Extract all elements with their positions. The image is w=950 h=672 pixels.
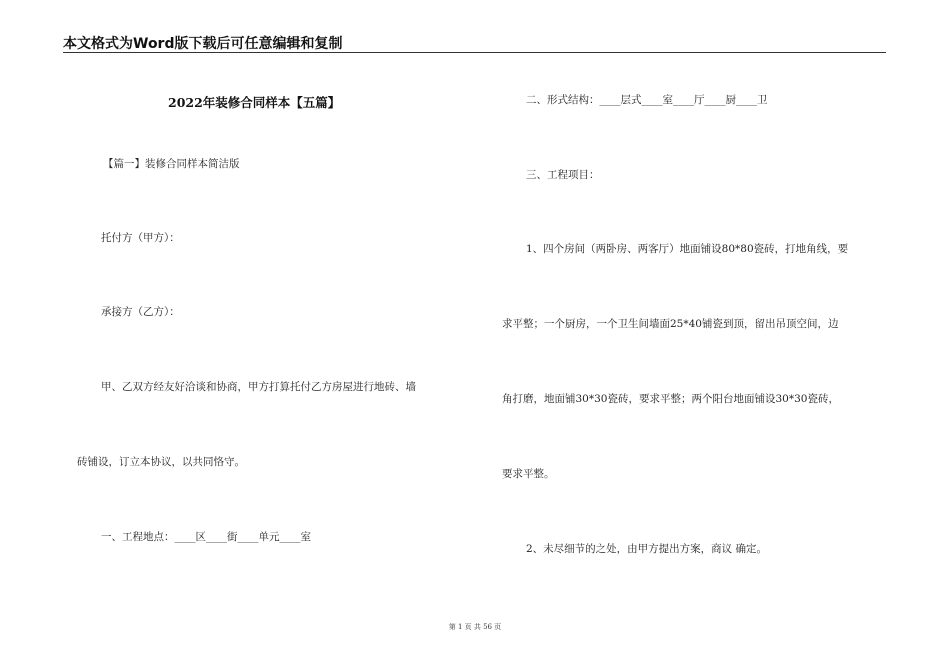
party-a-label: 托付方（甲方）：	[101, 232, 180, 244]
item-structure: 二、形式结构：____层式____室____厅____厨____卫	[526, 94, 768, 106]
project-paragraph-line: 求平整；一个厨房，一个卫生间墙面25*40铺瓷到顶，留出吊顶空间，边	[502, 318, 839, 330]
header-divider	[63, 52, 886, 53]
project-paragraph-line: 要求平整。	[502, 468, 555, 480]
document-title: 2022年装修合同样本【五篇】	[168, 95, 341, 110]
intro-paragraph-line: 甲、乙双方经友好洽谈和协商，甲方打算托付乙方房屋进行地砖、墙	[101, 381, 416, 393]
intro-paragraph-line: 砖铺设，订立本协议，以共同恪守。	[77, 456, 245, 468]
item-project-location: 一、工程地点：____区____街____单元____室	[101, 531, 311, 543]
party-b-label: 承接方（乙方）：	[101, 306, 180, 318]
item-project-list-heading: 三、工程项目：	[526, 169, 600, 181]
page-number: 第 1 页 共 56 页	[448, 623, 502, 631]
details-paragraph-line: 2、未尽细节的之处，由甲方提出方案，商议 确定。	[526, 543, 768, 555]
document-header-title: 本文格式为Word版下载后可任意编辑和复制	[63, 36, 343, 52]
project-paragraph-line: 角打磨，地面铺30*30瓷砖，要求平整；两个阳台地面铺设30*30瓷砖，	[502, 393, 839, 405]
section-heading: 【篇一】装修合同样本简洁版	[103, 158, 240, 170]
project-paragraph-line: 1、四个房间（两卧房、两客厅）地面铺设80*80瓷砖，打地角线，要	[526, 243, 849, 255]
